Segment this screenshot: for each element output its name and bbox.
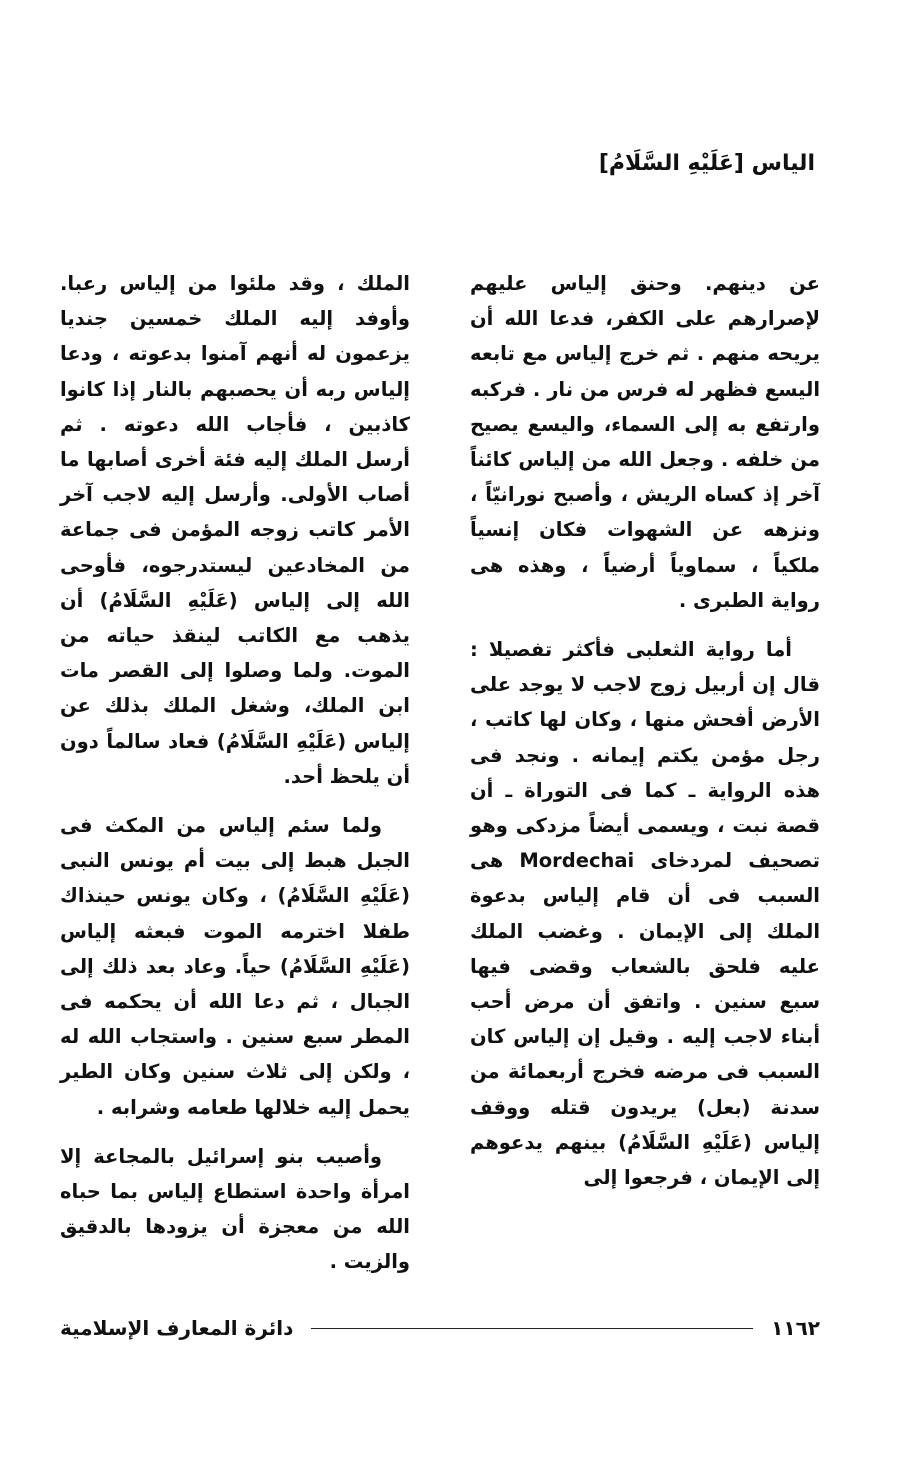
right-column-paragraph-2: أما رواية الثعلبى فأكثر تفصيلا : قال إن أربيل زوج لاجب لا يوجد على الأرض أفحش منها ، وكان لها كاتب ، رجل مؤمن يكتم إيمانه . ونجد فى هذه الرواية ـ كما فى التوراة ـ أن قصة نبت ، ويسمى أيضاً مزدكى وهو تصحيف لمردخاى Mordechai هى السبب فى أن قام إلياس بدعوة الملك إلى الإيمان . وغضب الملك عليه فلحق بالشعاب وقضى فيها سبع سنين . واتفق أن مرض أحب أبناء لاجب إليه . وقيل إن إلياس كان السبب فى مرضه فخرج أربعمائة من سدنة (بعل) يريدون قتله ووقف إلياس (عَلَيْهِ السَّلَامُ) بينهم يدعوهم إلى الإيمان ، فرجعوا إلى bbox=[470, 638, 820, 1190]
running-header: الياس [عَلَيْهِ السَّلَامُ] bbox=[598, 151, 815, 176]
right-column bbox=[470, 266, 820, 1209]
footer-divider bbox=[311, 1328, 753, 1329]
page-footer bbox=[60, 1313, 820, 1343]
left-column-paragraph-2: ولما سئم إلياس من المكث فى الجبل هبط إلى بيت أم يونس النبى (عَلَيْهِ السَّلَامُ) ، وكان يونس حينذاك طفلا اخترمه الموت فبعثه إلياس (عَلَيْهِ السَّلَامُ) حياً. وعاد بعد ذلك إلى الجبال ، ثم دعا الله أن يحكمه فى المطر سبع سنين . واستجاب الله له ، ولكن إلى ثلاث سنين وكان الطير يحمل إليه خلالها طعامه وشرابه . bbox=[60, 814, 410, 1119]
left-column-paragraph-3: وأصيب بنو إسرائيل بالمجاعة إلا امرأة واحدة استطاع إلياس بما حباه الله من معجزة أن يزودها بالدقيق والزيت . bbox=[60, 1144, 410, 1274]
left-column-paragraph-1: الملك ، وقد ملئوا من إلياس رعبا. وأوفد إليه الملك خمسين جنديا يزعمون له أنهم آمنوا بدعوته ، ودعا إلياس ربه أن يحصبهم بالنار إذا كانوا كاذبين ، فأجاب الله دعوته . ثم أرسل الملك إليه فئة أخرى أصابها ما أصاب الأولى. وأرسل إليه لاجب آخر الأمر كاتب زوجه المؤمن فى جماعة من المخادعين ليستدرجوه، فأوحى الله إلى إلياس (عَلَيْهِ السَّلَامُ) أن يذهب مع الكاتب لينقذ حياته من الموت. ولما وصلوا إلى القصر مات ابن الملك، وشغل الملك بذلك عن إلياس (عَلَيْهِ السَّلَامُ) فعاد سالماً دون أن يلحظ أحد. bbox=[60, 272, 410, 788]
left-column bbox=[60, 266, 410, 1294]
right-column-paragraph-1: عن دينهم. وحنق إلياس عليهم لإصرارهم على الكفر، فدعا الله أن يريحه منهم . ثم خرج إلياس مع تابعه اليسع فظهر له فرس من نار . فركبه وارتفع به إلى السماء، واليسع يصيح من خلفه . وجعل الله من إلياس كائناً آخر إذ كساه الريش ، وأصبح نورانيّاً ، ونزهه عن الشهوات فكان إنسياً ملكياً ، سماوياً أرضياً ، وهذه هى رواية الطبرى . bbox=[470, 272, 820, 612]
publication-title: دائرة المعارف الإسلامية bbox=[60, 1316, 294, 1340]
page-number: ١١٦٢ bbox=[771, 1316, 820, 1340]
